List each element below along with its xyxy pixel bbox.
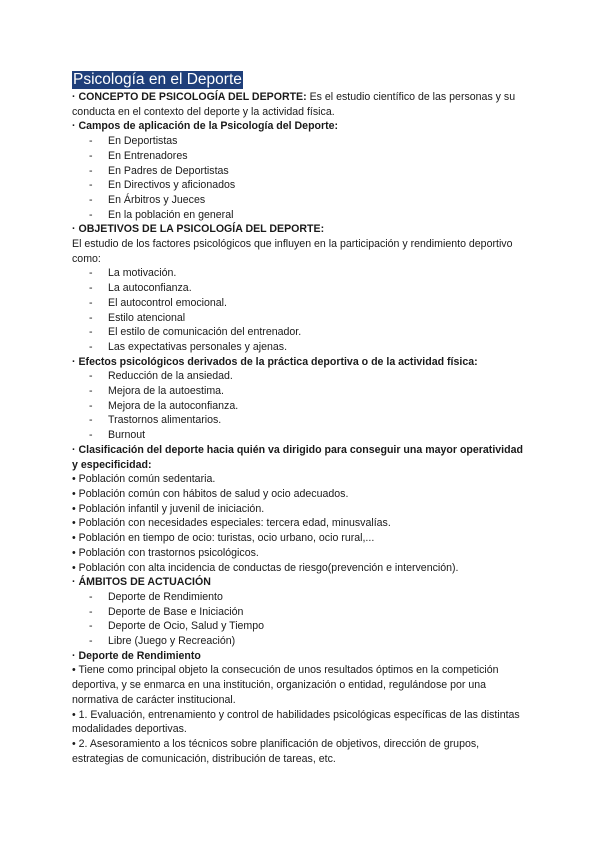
list-item: - Libre (Juego y Recreación) xyxy=(89,635,236,648)
list-item: - En Entrenadores xyxy=(89,149,188,162)
list-item: - El estilo de comunicación del entrenador. xyxy=(89,326,302,339)
list-item: • Población infantil y juvenil de iniciación. xyxy=(72,502,265,515)
list-item: - En Árbitros y Jueces xyxy=(89,193,206,206)
list-item: • Población común sedentaria. xyxy=(72,473,216,486)
list-item: - En la población en general xyxy=(89,208,234,221)
list-item: - Las expectativas personales y ajenas. xyxy=(89,340,288,353)
concepto-paragraph xyxy=(72,90,530,119)
list-item: - Reducción de la ansiedad. xyxy=(89,370,233,383)
objetivos-list xyxy=(72,266,530,354)
list-item: • Población con trastornos psicológicos. xyxy=(72,546,259,559)
list-item: - Burnout xyxy=(89,429,146,442)
campos-heading: · Campos de aplicación de la Psicología del Deporte: xyxy=(72,120,339,133)
list-item: - Trastornos alimentarios. xyxy=(89,414,222,427)
list-item: - La autoconfianza. xyxy=(89,282,192,295)
ambitos-heading: · ÁMBITOS DE ACTUACIÓN xyxy=(72,576,211,589)
campos-list xyxy=(72,134,530,222)
list-item: - Mejora de la autoestima. xyxy=(89,385,225,398)
list-item: - Estilo atencional xyxy=(89,311,186,324)
list-item: - En Padres de Deportistas xyxy=(89,164,229,177)
list-item: - En Directivos y aficionados xyxy=(89,179,236,192)
rendimiento-paragraph: • 1. Evaluación, entrenamiento y control de habilidades psicológicas específicas de las distintas modalidades deportivas. xyxy=(72,708,520,736)
rendimiento-paragraph: • Tiene como principal objeto la consecución de unos resultados óptimos en la competición deportiva, y se enmarca en una institución, organización o entidad, regulándose por una normativa de carácter institucional. xyxy=(72,664,499,706)
rendimiento-heading: · Deporte de Rendimiento xyxy=(72,649,201,662)
efectos-heading: · Efectos psicológicos derivados de la práctica deportiva o de la actividad física: xyxy=(72,355,478,368)
clasificacion-heading: · Clasificación del deporte hacia quién va dirigido para conseguir una mayor operatividad y especificidad: xyxy=(72,443,523,471)
list-item: - La motivación. xyxy=(89,267,177,280)
list-item: - Deporte de Ocio, Salud y Tiempo xyxy=(89,620,265,633)
list-item: • Población en tiempo de ocio: turistas, ocio urbano, ocio rural,... xyxy=(72,532,375,545)
list-item: • Población con alta incidencia de conductas de riesgo(prevención e intervención). xyxy=(72,561,459,574)
list-item: • Población común con hábitos de salud y ocio adecuados. xyxy=(72,487,349,500)
list-item: - El autocontrol emocional. xyxy=(89,296,227,309)
list-item: - Deporte de Base e Iniciación xyxy=(89,605,244,618)
list-item: - Mejora de la autoconfianza. xyxy=(89,399,239,412)
list-item: - Deporte de Rendimiento xyxy=(89,590,223,603)
objetivos-heading: · OBJETIVOS DE LA PSICOLOGÍA DEL DEPORTE: xyxy=(72,223,325,236)
efectos-list xyxy=(72,369,530,443)
concepto-heading: · CONCEPTO DE PSICOLOGÍA DEL DEPORTE: xyxy=(72,91,307,103)
page-title: Psicología en el Deporte xyxy=(73,71,242,88)
objetivos-intro: El estudio de los factores psicológicos que influyen en la participación y rendimiento deportivo como: xyxy=(72,238,513,265)
ambitos-list xyxy=(72,590,530,649)
list-item: - En Deportistas xyxy=(89,135,178,148)
list-item: • Población con necesidades especiales: tercera edad, minusvalías. xyxy=(72,517,391,530)
concepto-text: Es el estudio científico de las personas y su conducta en el contexto del deporte y la actividad física. xyxy=(72,91,516,118)
rendimiento-paragraph: • 2. Asesoramiento a los técnicos sobre planificación de objetivos, dirección de grupos, estrategias de comunicación, distribución de tareas, etc. xyxy=(72,737,480,765)
